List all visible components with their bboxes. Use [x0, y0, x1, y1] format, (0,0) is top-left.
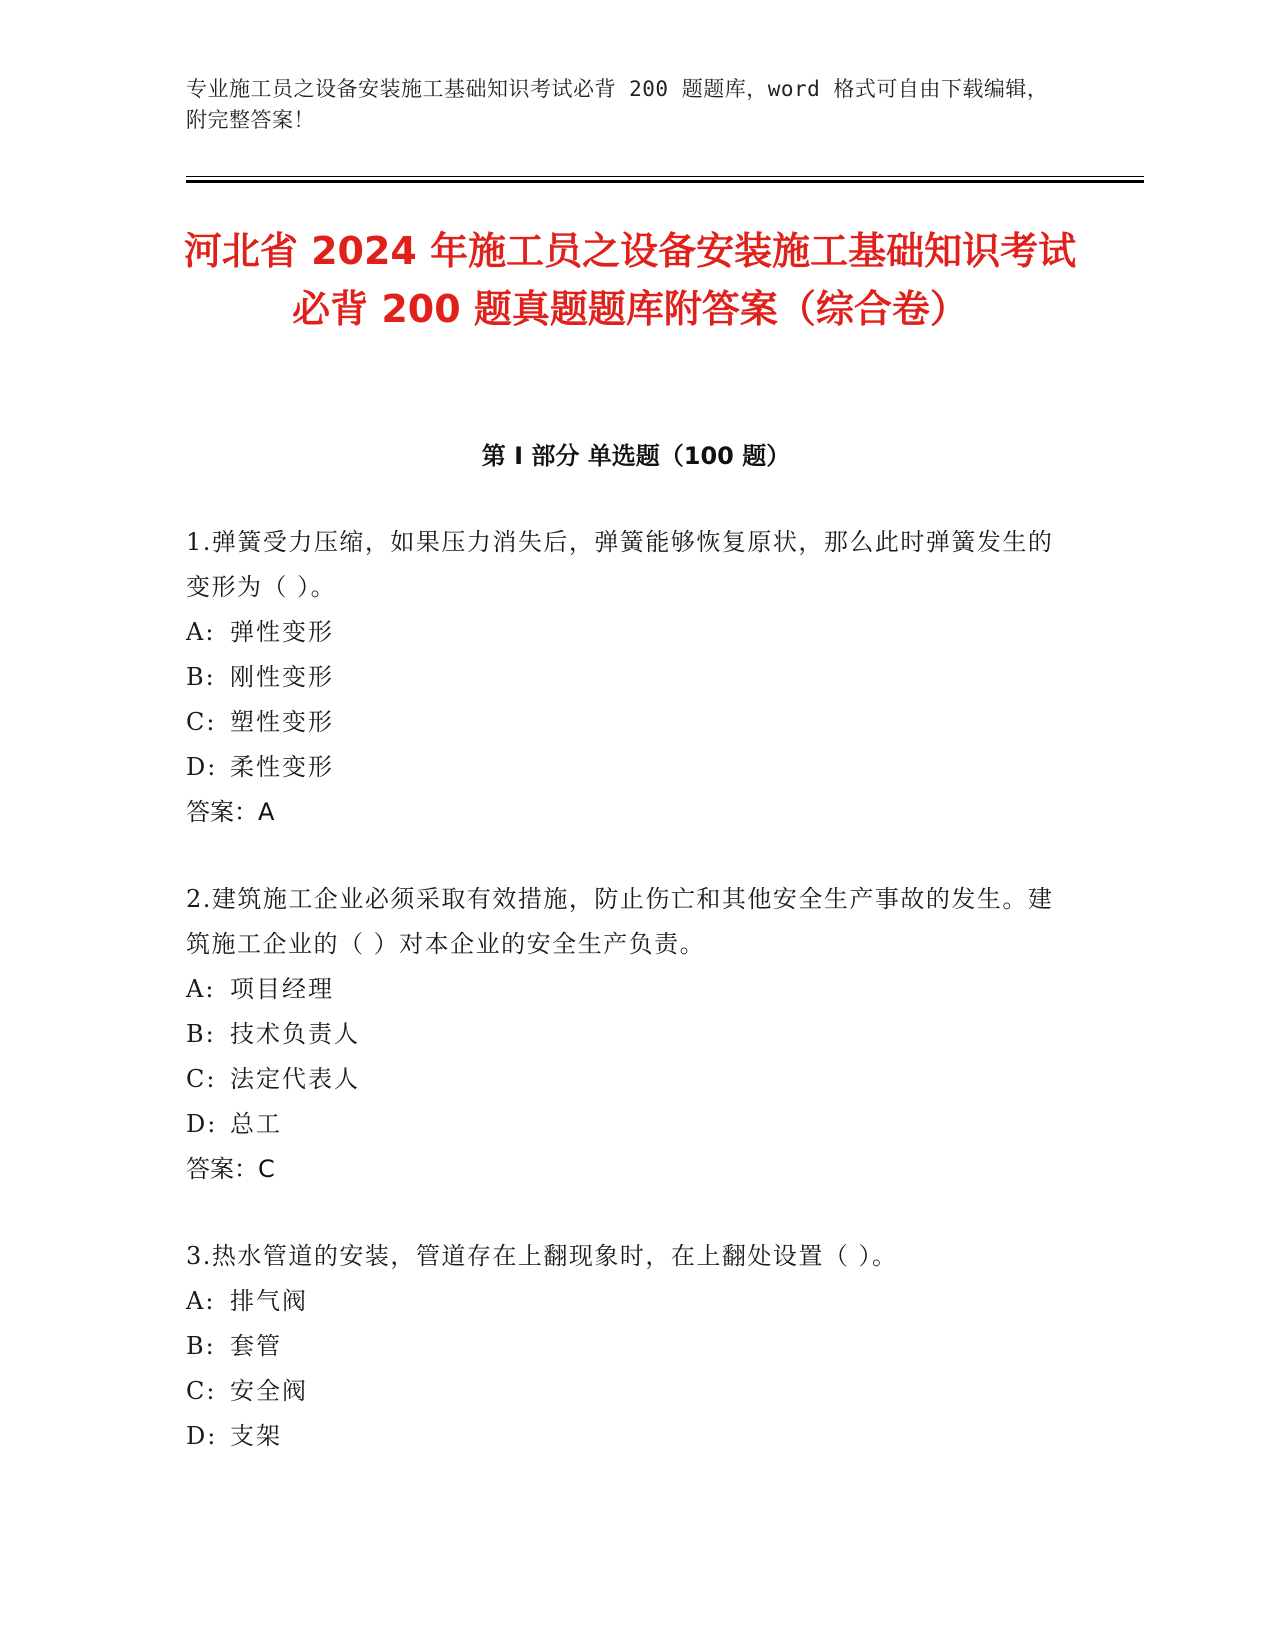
option-text: 柔性变形	[230, 753, 334, 781]
option-key: C:	[186, 1377, 217, 1405]
option-a	[186, 967, 1066, 1012]
option-text: 套管	[230, 1332, 282, 1360]
option-text: 弹性变形	[230, 618, 334, 646]
option-b	[186, 1012, 1066, 1057]
option-text: 项目经理	[230, 975, 334, 1003]
option-c	[186, 700, 1066, 745]
option-key: B:	[186, 1332, 216, 1360]
question-list	[186, 520, 1066, 1501]
section-title: 第 I 部分 单选题（100 题）	[481, 442, 791, 470]
option-key: D:	[186, 1110, 218, 1138]
option-key: C:	[186, 1065, 217, 1093]
option-key: B:	[186, 663, 216, 691]
option-text: 法定代表人	[230, 1065, 360, 1093]
option-key: D:	[186, 753, 218, 781]
option-d	[186, 1414, 1066, 1459]
option-a	[186, 1279, 1066, 1324]
question-stem: 1.弹簧受力压缩，如果压力消失后，弹簧能够恢复原状，那么此时弹簧发生的变形为（ ）。	[186, 528, 1054, 601]
option-text: 排气阀	[230, 1287, 308, 1315]
option-text: 塑性变形	[230, 708, 334, 736]
document-title: 河北省 2024 年施工员之设备安装施工基础知识考试必背 200 题真题题库附答案（综合卷）	[183, 229, 1077, 331]
option-text: 刚性变形	[230, 663, 334, 691]
option-text: 支架	[230, 1422, 282, 1450]
option-b	[186, 655, 1066, 700]
option-c	[186, 1369, 1066, 1414]
question-stem: 2.建筑施工企业必须采取有效措施，防止伤亡和其他安全生产事故的发生。建筑施工企业的（ ）对本企业的安全生产负责。	[186, 885, 1054, 958]
header-divider-thin	[186, 176, 1144, 177]
option-c	[186, 1057, 1066, 1102]
answer-line: 答案：C	[186, 1155, 275, 1183]
option-d	[186, 745, 1066, 790]
header-note: 专业施工员之设备安装施工基础知识考试必背 200 题题库，word 格式可自由下载编辑，附完整答案！	[186, 77, 1049, 132]
option-a	[186, 610, 1066, 655]
option-d	[186, 1102, 1066, 1147]
option-key: A:	[186, 1287, 216, 1315]
option-text: 安全阀	[230, 1377, 308, 1405]
question-item	[186, 1234, 1066, 1459]
option-key: D:	[186, 1422, 218, 1450]
answer-line: 答案：A	[186, 798, 275, 826]
option-key: A:	[186, 975, 216, 1003]
question-item	[186, 877, 1066, 1192]
question-item	[186, 520, 1066, 835]
header-divider-thick	[186, 180, 1144, 183]
option-b	[186, 1324, 1066, 1369]
option-key: C:	[186, 708, 217, 736]
option-text: 技术负责人	[230, 1020, 360, 1048]
option-text: 总工	[230, 1110, 282, 1138]
option-key: B:	[186, 1020, 216, 1048]
question-stem: 3.热水管道的安装，管道存在上翻现象时，在上翻处设置（ ）。	[186, 1242, 898, 1270]
option-key: A:	[186, 618, 216, 646]
